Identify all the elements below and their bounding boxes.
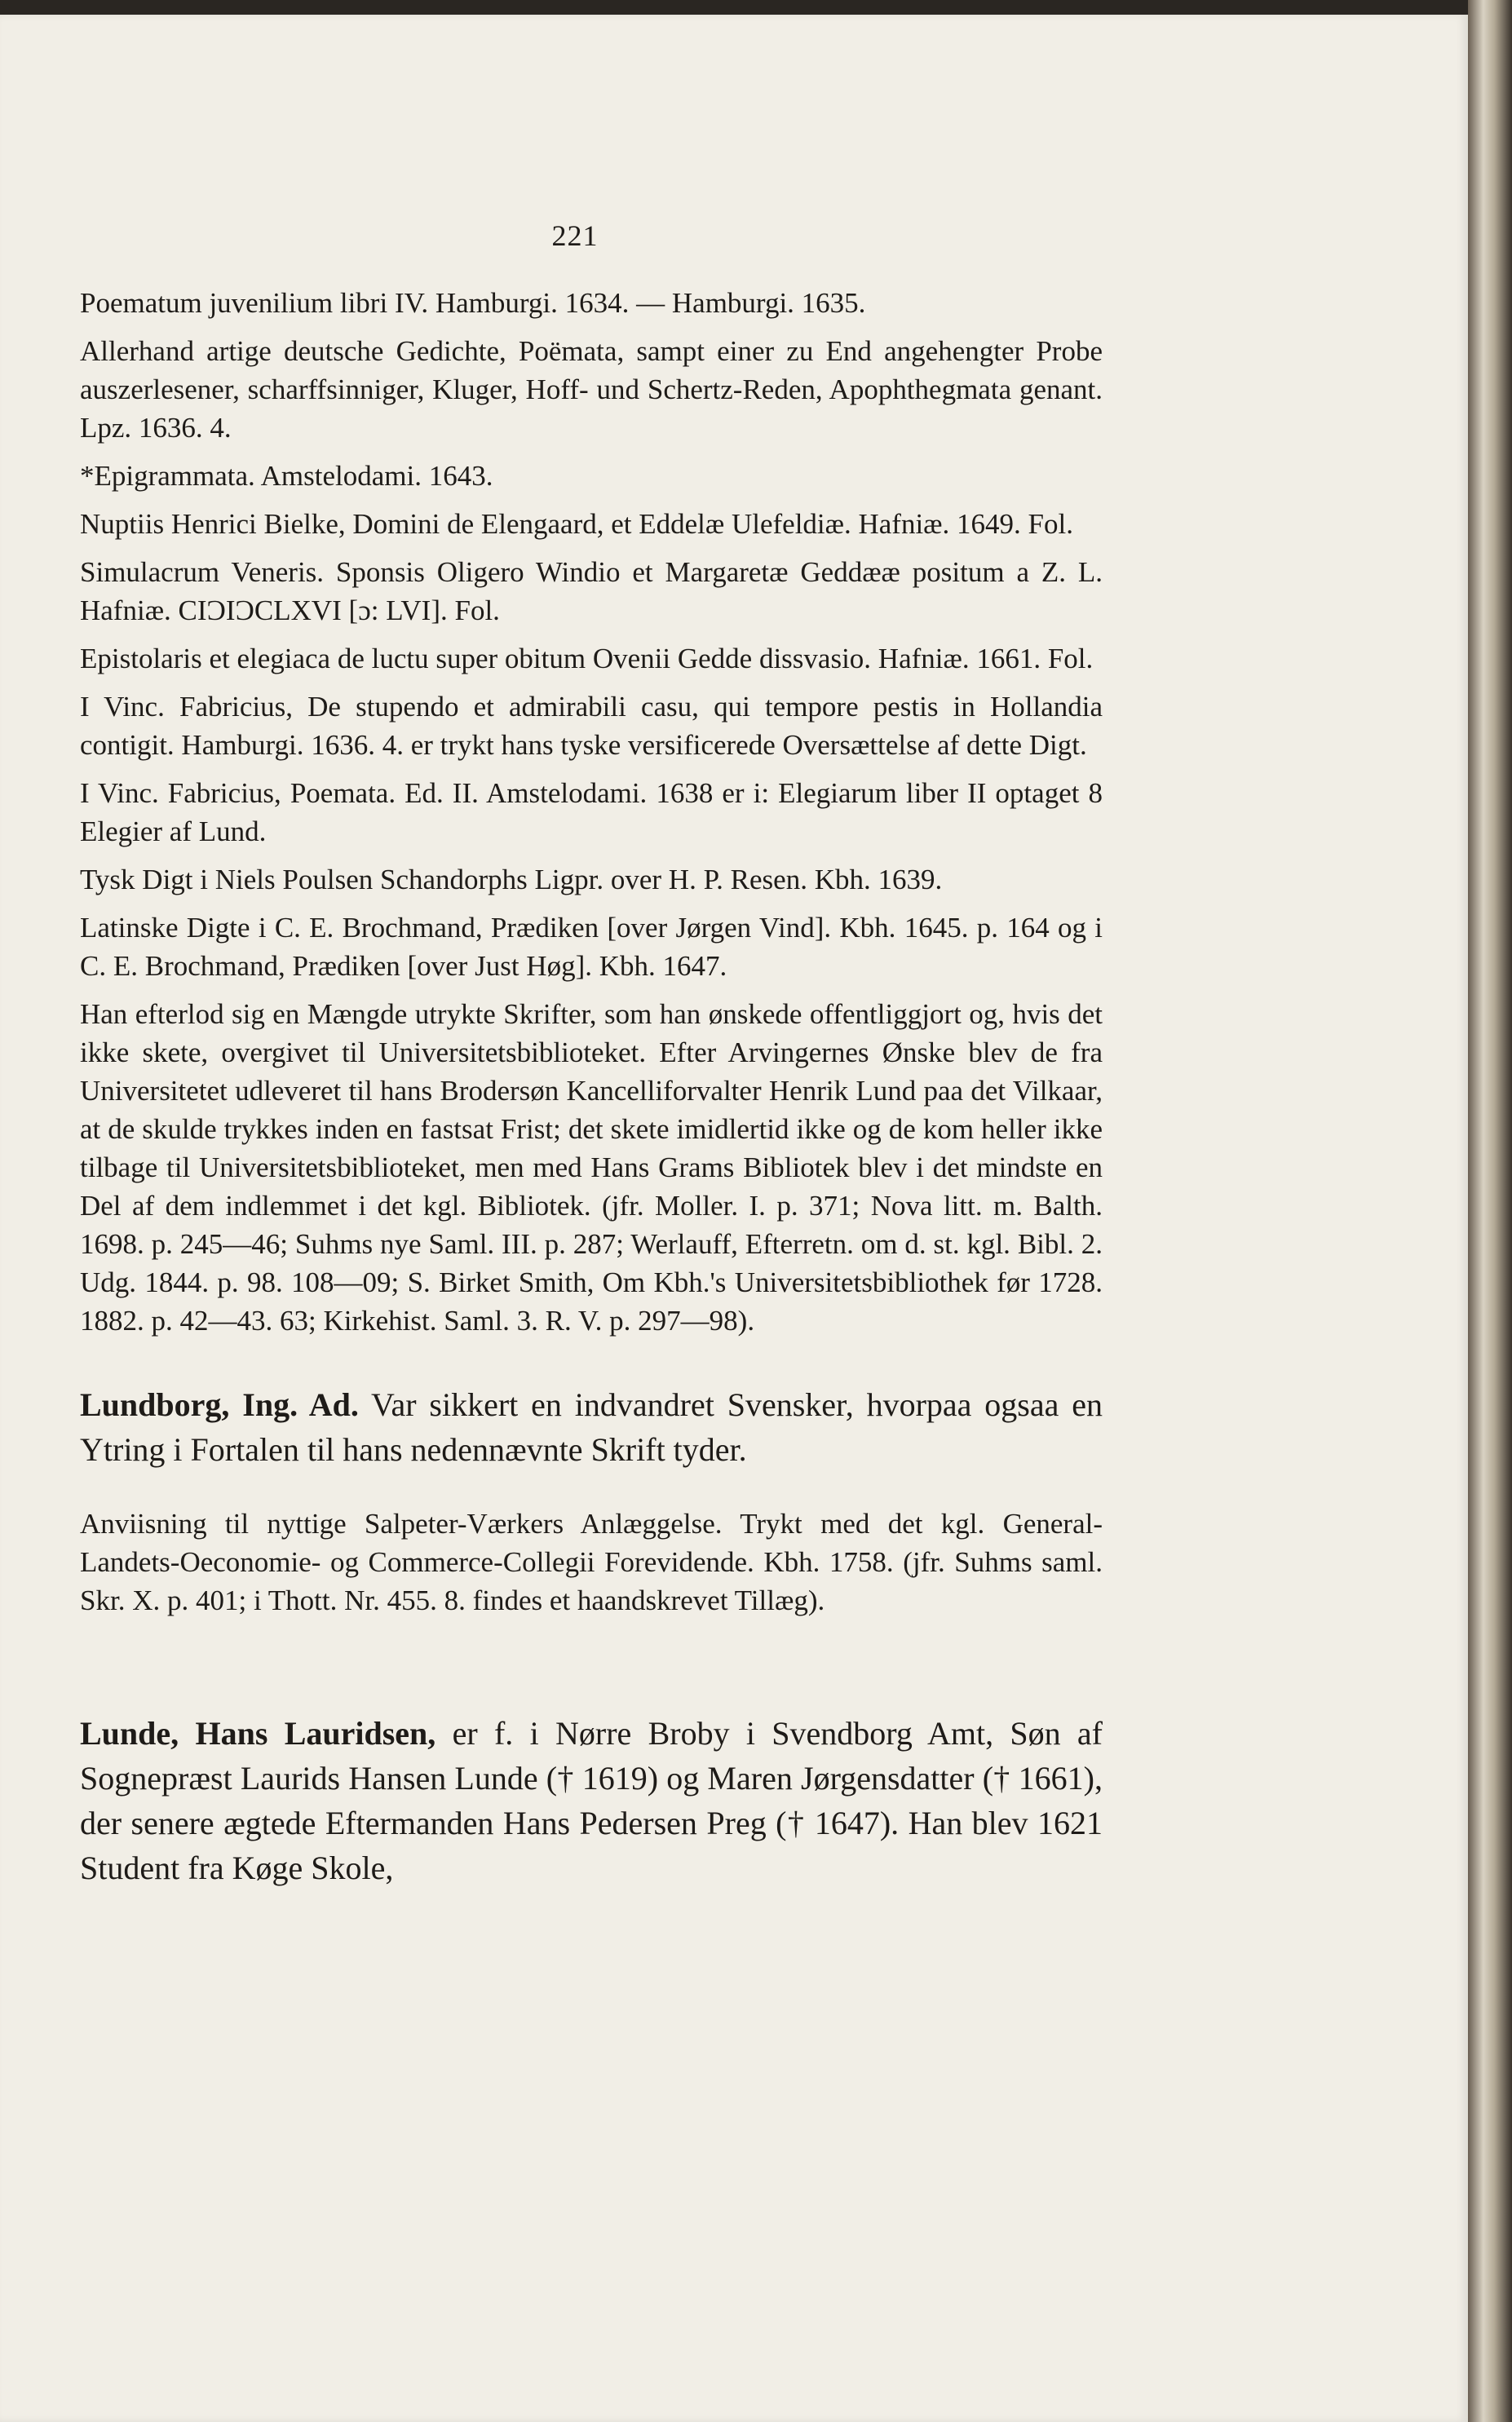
entry-name: Lundborg, Ing. Ad. <box>80 1386 359 1423</box>
bibliography-item: Poematum juvenilium libri IV. Hamburgi. 1634. — Hamburgi. 1635. <box>80 287 866 319</box>
bibliography-item: Simulacrum Veneris. Sponsis Oligero Windio et Margaretæ Geddææ positum a Z. L. Hafniæ. CIƆIƆCLXVI [ɔ: LVI]. Fol. <box>80 556 1103 626</box>
entry-lundborg-work: Anviisning til nyttige Salpeter-Værkers Anlæggelse. Trykt med det kgl. General-Landets-Oeconomie- og Commerce-Collegii Forevidende. Kbh. 1758. (jfr. Suhms saml. Skr. X. p. 401; i Thott. Nr. 455. 8. findes et haandskrevet Tillæg). <box>80 1508 1103 1616</box>
entry-name: Lunde, Hans Lauridsen, <box>80 1715 436 1752</box>
bibliography-item: Latinske Digte i C. E. Brochmand, Prædiken [over Jørgen Vind]. Kbh. 1645. p. 164 og i C. E. Brochmand, Prædiken [over Just Høg]. Kbh. 1647. <box>80 912 1103 982</box>
entry-text: Var sikkert en indvandret Svensker, hvorpaa ogsaa en Ytring i Fortalen til hans nedennævnte Skrift tyder. <box>80 1386 1103 1468</box>
entry-lundborg <box>80 1382 1103 1472</box>
bibliography-item: Tysk Digt i Niels Poulsen Schandorphs Ligpr. over H. P. Resen. Kbh. 1639. <box>80 864 943 895</box>
bibliography-item: Epistolaris et elegiaca de luctu super obitum Ovenii Gedde dissvasio. Hafniæ. 1661. Fol. <box>80 643 1094 674</box>
bibliography-item: I Vinc. Fabricius, Poemata. Ed. II. Amstelodami. 1638 er i: Elegiarum liber II optaget 8 Elegier af Lund. <box>80 777 1103 847</box>
manuscripts-note: Han efterlod sig en Mængde utrykte Skrifter, som han ønskede offentliggjort og, hvis det ikke skete, overgivet til Universitetsbiblioteket. Efter Arvingernes Ønske blev de fra Universitetet udleveret til hans Brodersøn Kancelliforvalter Henrik Lund paa det Vilkaar, at de skulde trykkes inden en fastsat Frist; det skete imidlertid ikke og de kom heller ikke tilbage til Universitetsbiblioteket, men med Hans Grams Bibliotek blev i det mindste en Del af dem indlemmet i det kgl. Bibliotek. (jfr. Moller. I. p. 371; Nova litt. m. Balth. 1698. p. 245—46; Suhms nye Saml. III. p. 287; Werlauff, Efterretn. om d. st. kgl. Bibl. 2. Udg. 1844. p. 98. 108—09; S. Birket Smith, Om Kbh.'s Universitetsbibliothek før 1728. 1882. p. 42—43. 63; Kirkehist. Saml. 3. R. V. p. 297—98). <box>80 998 1103 1337</box>
bibliography-item: *Epigrammata. Amstelodami. 1643. <box>80 460 493 492</box>
page-number: 221 <box>551 219 599 252</box>
bibliography-item: Nuptiis Henrici Bielke, Domini de Elengaard, et Eddelæ Ulefeldiæ. Hafniæ. 1649. Fol. <box>80 508 1073 540</box>
bibliography-item: I Vinc. Fabricius, De stupendo et admirabili casu, qui tempore pestis in Hollandia contigit. Hamburgi. 1636. 4. er trykt hans tyske versificerede Oversættelse af dette Digt. <box>80 691 1103 761</box>
bibliography-item: Allerhand artige deutsche Gedichte, Poëmata, sampt einer zu End angehengter Probe auszerlesener, scharffsinniger, Kluger, Hoff- und Schertz-Reden, Apophthegmata genant. Lpz. 1636. 4. <box>80 335 1103 444</box>
entry-lunde <box>80 1711 1103 1890</box>
book-page <box>0 15 1468 2422</box>
entry-text: er f. i Nørre Broby i Svendborg Amt, Søn af Sognepræst Laurids Hansen Lunde († 1619) og Maren Jørgensdatter († 1661), der senere ægtede Eftermanden Hans Pedersen Preg († 1647). Han blev 1621 Student fra Køge Skole, <box>80 1715 1103 1886</box>
book-spine-edge <box>1468 0 1512 2422</box>
page-body <box>80 284 1103 1923</box>
